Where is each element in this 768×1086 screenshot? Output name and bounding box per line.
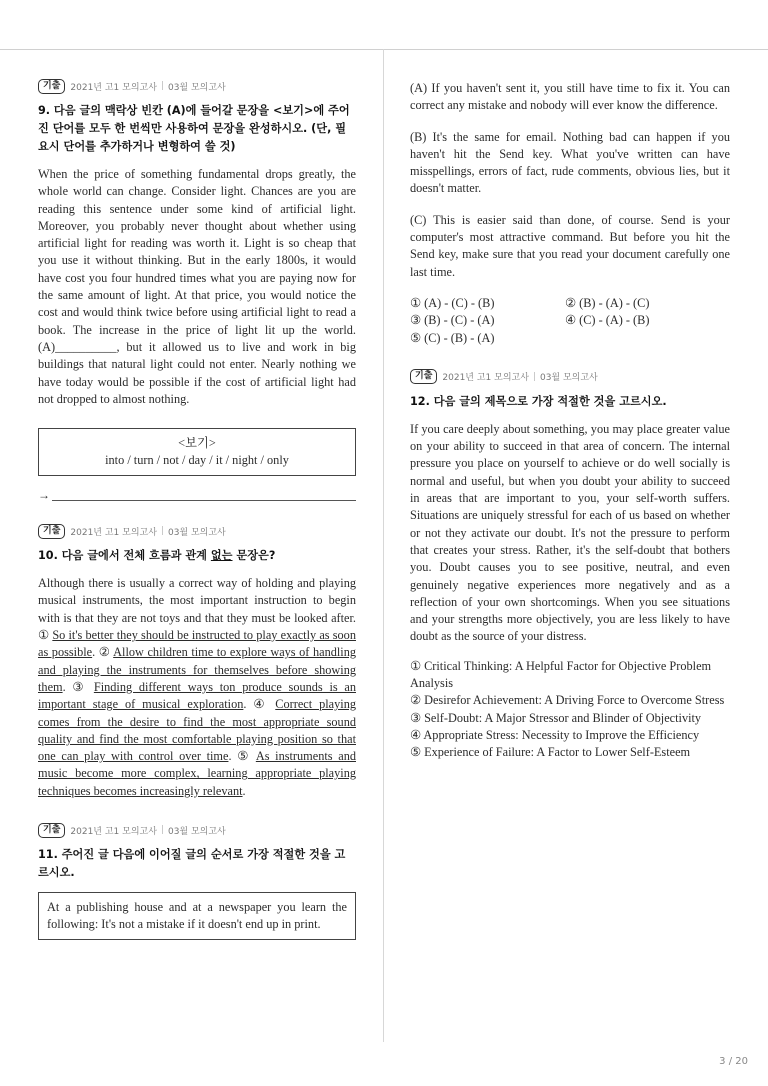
q10-marker-1: ①: [38, 628, 53, 643]
q10-sentence-4: Correct playing comes from the desire to find the most appropriate sound quality and find the most comfortable playing position so that one can play with control over time: [38, 697, 356, 764]
left-column: [38, 78, 356, 940]
source-badge: 기출: [38, 79, 65, 94]
q11-option-5[interactable]: ⑤ (C) - (B) - (A): [410, 330, 495, 345]
exam-year: 2021년 고1 모의고사: [70, 82, 157, 93]
q10-marker-2: . ②: [92, 645, 114, 660]
q10-marker-5: . ⑤: [228, 749, 256, 764]
q10-passage: [38, 575, 356, 800]
q9-passage: When the price of something fundamental drops greatly, the whole world can change. Consider light. Chances are you are reading this sentence under some kind of artificial light. Moreover, you probably never thought about whether using artificial light for reading was worth it. Light is so cheap that you use it without thinking. But in the early 1800s, it would have cost you four hundred times what you are paying now for the same amount of light. At that price, you would notice the cost and would think twice before using artificial light to read a book. The increase in the price of light lit up the world. (A)__________, but it allowed us to live and work in big buildings that natural light could not enter. Nearly nothing we have today would be possible if the cost of artificial light had not dropped to almost nothing.: [38, 167, 356, 406]
q9-answer-line[interactable]: [38, 488, 356, 503]
q12-passage: If you care deeply about something, you may place greater value on your ability to succeed in that area of concern. The internal pressure you place on yourself to achieve or do well socially is normal and useful, but when you doubt your ability to succeed in areas that are important to you, your self-worth suffers. Situations are uniquely stressful for each of us based on whether or not they activate our doubt. It's not the pressure to perform that creates your stress. Rather, it's the self-doubt that bothers you. Doubt causes you to see positive, neutral, and even genuinely negative experiences more negatively and as a reflection of your own shortcomings. When you see situations and your strengths more objectively, you are less likely to have doubt as the source of your distress.: [410, 421, 730, 644]
q10-title-pre: 10. 다음 글에서 전체 흐름과 관계: [38, 549, 211, 563]
q12-choice-4[interactable]: ④ Appropriate Stress: Necessity to Improve the Efficiency: [410, 727, 700, 742]
q10-title-underlined: 없는: [210, 549, 233, 563]
q10-end: .: [242, 783, 246, 798]
q10-sentence-2: Allow children time to explore ways of handling and playing the instruments for themselves before showing them: [38, 645, 356, 694]
q12-choice-2[interactable]: ② Desirefor Achievement: A Driving Force to Overcome Stress: [410, 693, 725, 708]
q10-sentence-3: Finding different ways ton produce sounds is an important stage of musical exploration: [38, 679, 356, 712]
q9-title: 9. 다음 글의 맥락상 빈칸 (A)에 들어갈 문장을 <보기>에 주어진 단어를 모두 한 번씩만 사용하여 문장을 완성하시오. (단, 필요시 단어를 추가하거나 변형하여 쓸 것): [38, 104, 350, 153]
q11-paragraph-c: (C) This is easier said than done, of course. Send is your computer's most attractive command. But before you hit the Send key, make sure that you read your document carefully one last time.: [410, 212, 730, 279]
exam-month: 03월 모의고사: [539, 373, 598, 384]
exam-year: 2021년 고1 모의고사: [442, 373, 529, 384]
source-badge: 기출: [38, 823, 65, 838]
q10-title-post: 문장은?: [232, 549, 276, 563]
source-badge: 기출: [410, 369, 437, 384]
exam-year: 2021년 고1 모의고사: [70, 527, 157, 538]
q12-choice-1[interactable]: ① Critical Thinking: A Helpful Factor for Objective Problem Analysis: [410, 658, 712, 691]
q11-paragraph-a: (A) If you haven't sent it, you still have time to fix it. You can correct any mistake and nobody will ever know the difference.: [410, 81, 730, 113]
q11-title: 11. 주어진 글 다음에 이어질 글의 순서로 가장 적절한 것을 고르시오.: [38, 848, 346, 880]
q11-given-box: At a publishing house and at a newspaper you learn the following: It's not a mistake if it doesn't end up in print.: [38, 892, 356, 940]
exam-month: 03월 모의고사: [167, 527, 226, 538]
question-tag: [38, 523, 356, 539]
tag-separator: |: [160, 526, 164, 537]
header-rule: [0, 49, 768, 50]
q11-option-1[interactable]: ① (A) - (C) - (B): [410, 295, 495, 310]
arrow-icon: →: [38, 488, 50, 503]
answer-blank[interactable]: [52, 490, 356, 501]
q11-option-3[interactable]: ③ (B) - (C) - (A): [410, 313, 495, 328]
source-badge: 기출: [38, 524, 65, 539]
exam-month: 03월 모의고사: [167, 826, 226, 837]
q10-marker-4: . ④: [243, 697, 276, 712]
q10-title: [38, 547, 356, 565]
q12-choice-5[interactable]: ⑤ Experience of Failure: A Factor to Lower Self-Esteem: [410, 745, 691, 760]
q9-word-box: [38, 428, 356, 476]
q12-choice-3[interactable]: ③ Self-Doubt: A Major Stressor and Blinder of Objectivity: [410, 710, 702, 725]
exam-month: 03월 모의고사: [167, 82, 226, 93]
q10-sentence-1: So it's better they should be instructed to play exactly as soon as possible: [38, 628, 356, 660]
page-number: 3 / 20: [719, 1056, 748, 1067]
q9-box-title: <보기>: [178, 436, 216, 451]
q11-options: [410, 295, 730, 347]
exam-year: 2021년 고1 모의고사: [70, 826, 157, 837]
q10-intro: Although there is usually a correct way of holding and playing musical instruments, the most important instruction to begin with is that they are not toys and that they must be looked after.: [38, 576, 356, 625]
q11-option-4[interactable]: ④ (C) - (A) - (B): [565, 313, 650, 328]
q12-choices: [410, 658, 730, 762]
q11-paragraph-b: (B) It's the same for email. Nothing bad can happen if you haven't hit the Send key. What you've written can have misspellings, errors of fact, rude comments, obvious lies, but it doesn't matter.: [410, 129, 730, 196]
question-tag: [38, 822, 356, 838]
tag-separator: |: [160, 81, 164, 91]
tag-separator: |: [160, 825, 164, 836]
tag-separator: |: [532, 371, 536, 382]
q10-sentence-5: As instruments and music become more complex, learning appropriate playing techniques becomes increasingly relevant: [38, 749, 356, 798]
question-tag: [410, 369, 730, 385]
column-divider: [383, 49, 384, 1042]
q11-option-2[interactable]: ② (B) - (A) - (C): [565, 295, 650, 310]
q10-marker-3: . ③: [62, 679, 94, 694]
right-column: [410, 80, 730, 762]
question-tag: [38, 78, 356, 94]
q9-box-words: into / turn / not / day / it / night / only: [105, 453, 289, 468]
q12-title: 12. 다음 글의 제목으로 가장 적절한 것을 고르시오.: [410, 394, 667, 408]
